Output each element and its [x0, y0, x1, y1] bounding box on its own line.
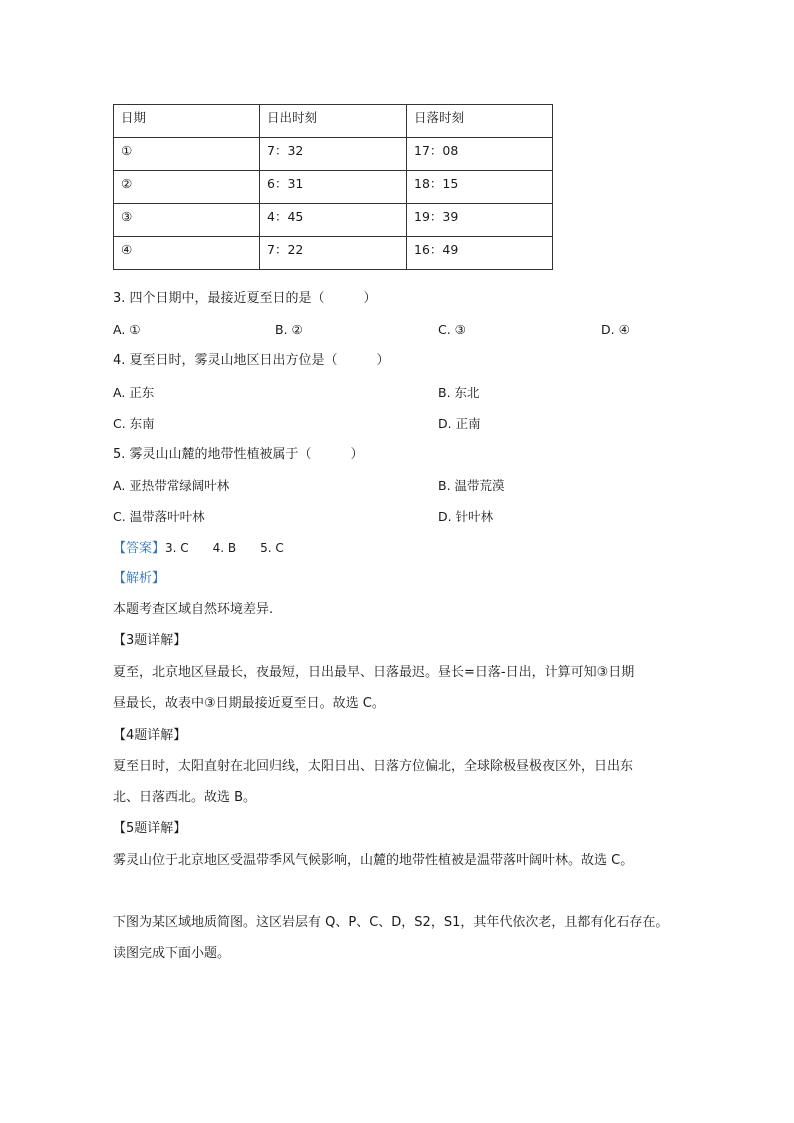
question-3-option-c: C. ③ [438, 322, 466, 337]
answer-tag: 【答案】 [113, 541, 166, 556]
question-4-option-a: A. 正东 [113, 385, 155, 400]
table-cell: 16：49 [407, 237, 553, 270]
analysis-intro: 本题考查区域自然环境差异. [113, 602, 274, 617]
detail-4-title: 【4题详解】 [113, 728, 187, 743]
table-cell: 7：32 [260, 138, 407, 171]
detail-3-text-line-1: 夏至，北京地区昼最长，夜最短，日出最早、日落最迟。昼长=日落-日出，计算可知③日期 [113, 665, 635, 680]
question-5-option-c: C. 温带落叶叶林 [113, 509, 205, 524]
table-header-cell: 日落时刻 [407, 105, 553, 138]
next-question-intro-line-1: 下图为某区域地质简图。这区岩层有 Q、P、C、D，S2，S1，其年代依次老，且都有化石存在。 [113, 915, 669, 930]
table-header-row [114, 105, 553, 138]
table-row [114, 138, 553, 171]
detail-5-text-line-1: 雾灵山位于北京地区受温带季风气候影响，山麓的地带性植被是温带落叶阔叶林。故选 C。 [113, 853, 634, 868]
table-cell: 19：39 [407, 204, 553, 237]
table-cell: ② [114, 171, 260, 204]
table-cell: 4：45 [260, 204, 407, 237]
question-4-option-c: C. 东南 [113, 416, 155, 431]
next-question-intro-line-2: 读图完成下面小题。 [113, 946, 231, 961]
table-row [114, 237, 553, 270]
table-cell: ③ [114, 204, 260, 237]
table-row [114, 204, 553, 237]
question-4-option-d: D. 正南 [438, 416, 481, 431]
question-3-stem: 3. 四个日期中，最接近夏至日的是（ ） [113, 291, 377, 306]
question-4-option-b: B. 东北 [438, 385, 480, 400]
detail-5-title: 【5题详解】 [113, 821, 187, 836]
question-5-stem: 5. 雾灵山山麓的地带性植被属于（ ） [113, 447, 364, 462]
question-3-option-b: B. ② [275, 322, 303, 337]
analysis-tag: 【解析】 [113, 571, 166, 586]
table-cell: 7：22 [260, 237, 407, 270]
table-cell: 18：15 [407, 171, 553, 204]
question-5-option-b: B. 温带荒漠 [438, 478, 505, 493]
table-row [114, 171, 553, 204]
detail-3-text-line-2: 昼最长，故表中③日期最接近夏至日。故选 C。 [113, 696, 385, 711]
table-cell: ④ [114, 237, 260, 270]
question-3-option-a: A. ① [113, 322, 141, 337]
table-cell: ① [114, 138, 260, 171]
question-5-option-a: A. 亚热带常绿阔叶林 [113, 478, 230, 493]
answer-text: 3. C 4. B 5. C [165, 541, 284, 555]
table-header-cell: 日出时刻 [260, 105, 407, 138]
detail-4-text-line-1: 夏至日时，太阳直射在北回归线，太阳日出、日落方位偏北，全球除极昼极夜区外，日出东 [113, 759, 634, 774]
detail-4-text-line-2: 北、日落西北。故选 B。 [113, 790, 257, 805]
table-cell: 6：31 [260, 171, 407, 204]
sunrise-sunset-table [113, 104, 553, 270]
question-5-option-d: D. 针叶林 [438, 509, 494, 524]
question-4-stem: 4. 夏至日时，雾灵山地区日出方位是（ ） [113, 353, 390, 368]
answer-line [113, 539, 284, 558]
detail-3-title: 【3题详解】 [113, 633, 187, 648]
table-cell: 17：08 [407, 138, 553, 171]
table-header-cell: 日期 [114, 105, 260, 138]
question-3-option-d: D. ④ [601, 322, 630, 337]
